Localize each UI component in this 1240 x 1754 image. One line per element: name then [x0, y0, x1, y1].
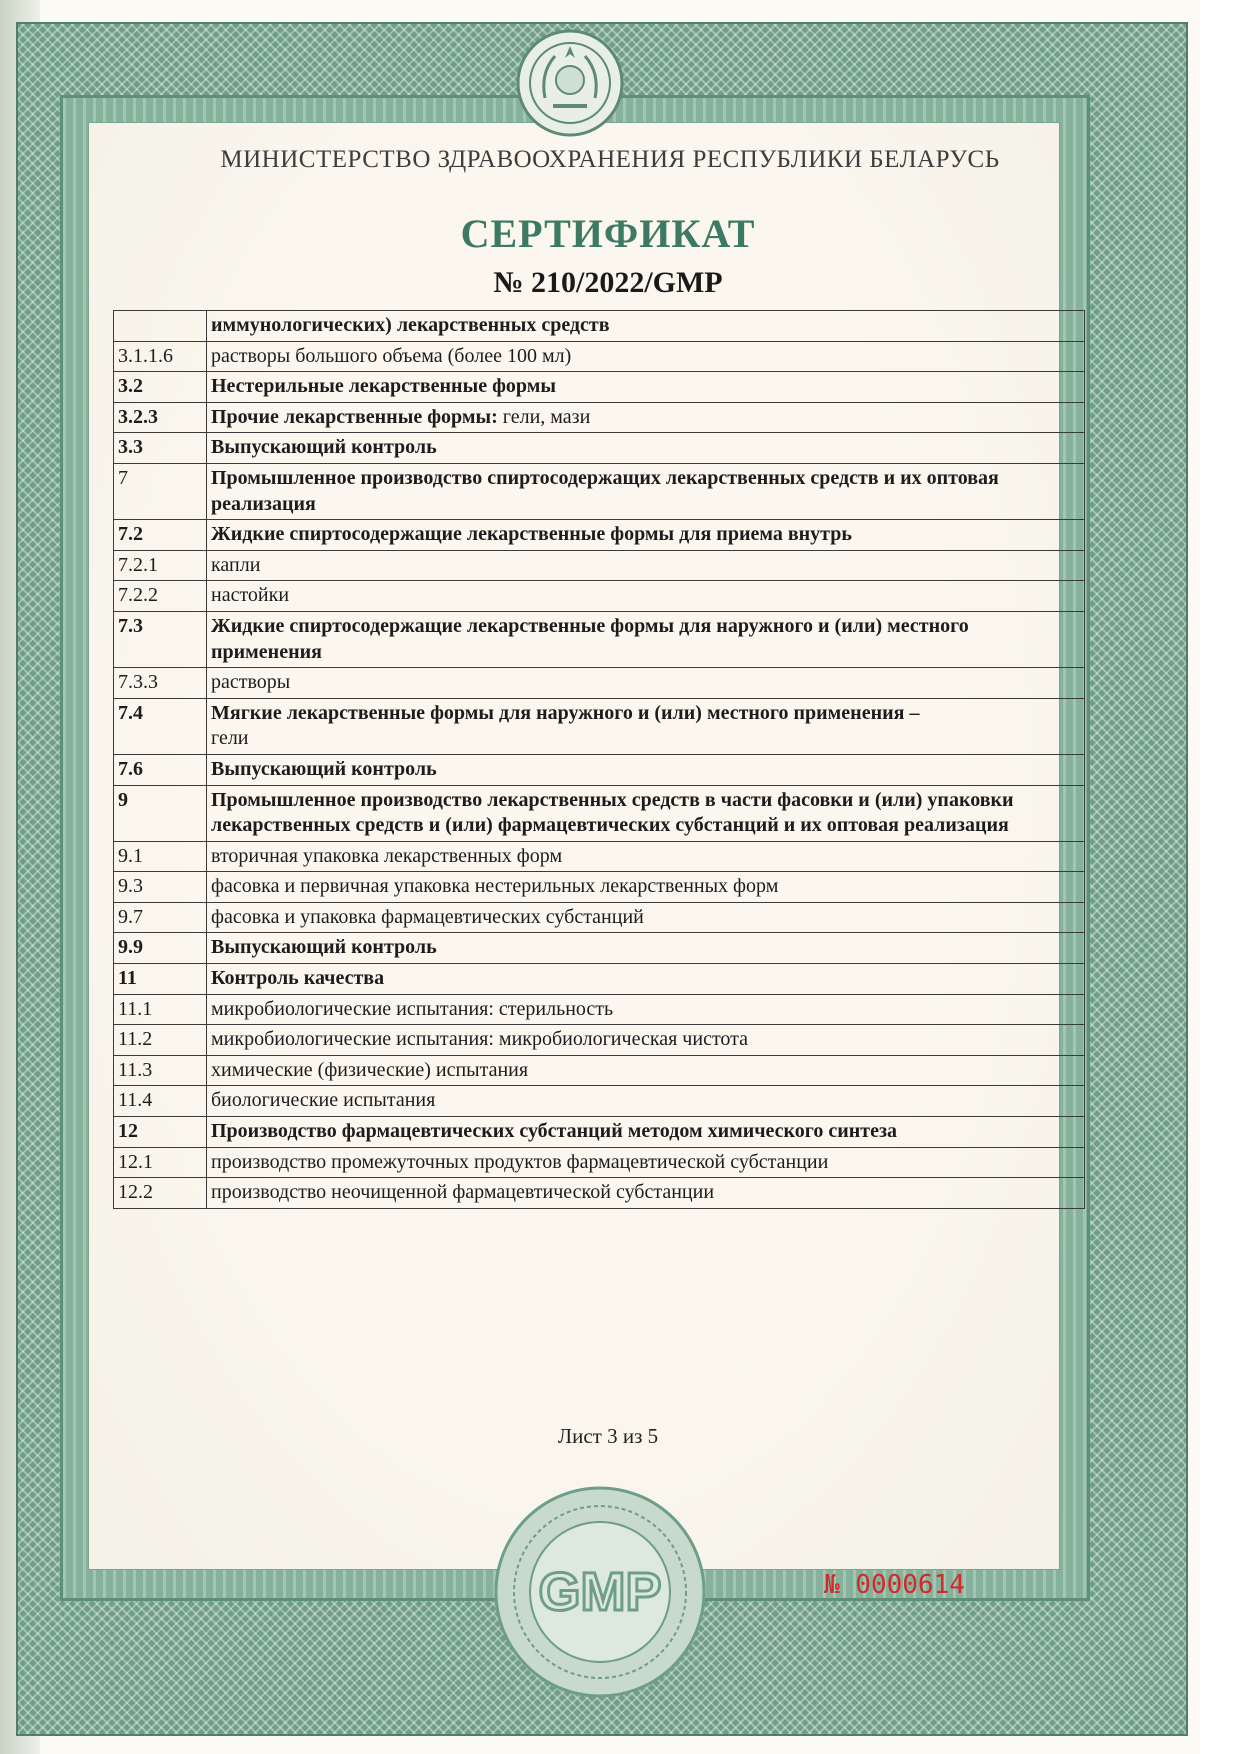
gmp-seal-icon	[490, 1482, 710, 1702]
row-text-main: производство промежуточных продуктов фармацевтической субстанции	[211, 1150, 829, 1173]
row-code: 11.1	[114, 994, 207, 1025]
table-row	[114, 1086, 1085, 1117]
row-code: 11	[114, 964, 207, 995]
row-text	[207, 520, 1085, 551]
scan-margin	[1200, 0, 1240, 1754]
row-text-main: Мягкие лекарственные формы для наружного и (или) местного применения –	[211, 701, 920, 724]
row-code: 7.2	[114, 520, 207, 551]
row-text	[207, 933, 1085, 964]
row-code: 7.6	[114, 754, 207, 785]
certificate-title: СЕРТИФИКАТ	[460, 211, 756, 256]
row-code: 12.1	[114, 1147, 207, 1178]
row-text	[207, 611, 1085, 667]
row-text-detail: гели, мази	[497, 405, 591, 428]
row-code: 7.4	[114, 698, 207, 754]
scope-table	[113, 310, 1085, 1209]
certificate-number: № 210/2022/GMP	[493, 266, 723, 299]
row-text-main: Контроль качества	[211, 967, 385, 990]
table-row	[114, 581, 1085, 612]
table-row	[114, 550, 1085, 581]
row-text	[207, 1117, 1085, 1148]
table-row	[114, 433, 1085, 464]
row-text-main: Промышленное производство спиртосодержащих лекарственных средств и их оптовая реализация	[211, 466, 999, 515]
row-text	[207, 1147, 1085, 1178]
row-text	[207, 1178, 1085, 1209]
table-row	[114, 1147, 1085, 1178]
row-text	[207, 902, 1085, 933]
row-code: 11.3	[114, 1055, 207, 1086]
row-text	[207, 463, 1085, 519]
row-text-main: Выпускающий контроль	[211, 436, 437, 459]
row-code: 9.3	[114, 872, 207, 903]
row-text-main: иммунологических) лекарственных средств	[211, 314, 610, 336]
row-text-main: микробиологические испытания: стерильность	[211, 997, 614, 1020]
row-text	[207, 341, 1085, 372]
table-row	[114, 311, 1085, 342]
table-row	[114, 994, 1085, 1025]
row-code: 3.3	[114, 433, 207, 464]
table-row	[114, 520, 1085, 551]
row-text-main: производство неочищенной фармацевтической субстанции	[211, 1181, 715, 1204]
row-text	[207, 964, 1085, 995]
row-text-main: Выпускающий контроль	[211, 757, 437, 780]
row-text	[207, 668, 1085, 699]
row-text	[207, 433, 1085, 464]
row-code	[114, 311, 207, 342]
row-code: 9	[114, 785, 207, 841]
row-text-main: Выпускающий контроль	[211, 936, 437, 959]
row-text-main: Жидкие спиртосодержащие лекарственные формы для наружного и (или) местного применения	[211, 614, 969, 663]
row-code: 7.2.2	[114, 581, 207, 612]
table-row	[114, 841, 1085, 872]
row-text-main: фасовка и первичная упаковка нестерильных лекарственных форм	[211, 875, 779, 898]
gmp-seal-text: GMP	[538, 1562, 662, 1622]
row-code: 7.3	[114, 611, 207, 667]
row-code: 3.2.3	[114, 402, 207, 433]
row-text-main: химические (физические) испытания	[211, 1058, 529, 1081]
row-text-main: капли	[211, 553, 261, 576]
table-row	[114, 754, 1085, 785]
serial-number: № 0000614	[824, 1570, 965, 1600]
row-code: 9.9	[114, 933, 207, 964]
row-text-main: Жидкие спиртосодержащие лекарственные формы для приема внутрь	[211, 523, 852, 546]
table-row	[114, 1025, 1085, 1056]
table-row	[114, 933, 1085, 964]
row-text-main: биологические испытания	[211, 1089, 436, 1112]
row-text	[207, 872, 1085, 903]
row-text	[207, 402, 1085, 433]
table-row	[114, 341, 1085, 372]
table-row	[114, 698, 1085, 754]
row-code: 7	[114, 463, 207, 519]
row-text	[207, 1055, 1085, 1086]
row-text-main: микробиологические испытания: микробиологическая чистота	[211, 1028, 749, 1051]
row-text-main: Промышленное производство лекарственных средств в части фасовки и (или) упаковки лекарственных средств и (или) фармацевтических субстанций и их оптовая реализация	[211, 788, 1014, 837]
row-text-main: Производство фармацевтических субстанций методом химического синтеза	[211, 1120, 898, 1143]
table-row	[114, 611, 1085, 667]
row-text	[207, 754, 1085, 785]
row-text-main: Прочие лекарственные формы:	[211, 405, 498, 428]
row-text-main: растворы большого объема (более 100 мл)	[211, 344, 572, 367]
table-row	[114, 785, 1085, 841]
row-code: 9.7	[114, 902, 207, 933]
table-row	[114, 372, 1085, 403]
row-text	[207, 841, 1085, 872]
state-emblem-icon	[515, 28, 625, 138]
row-text-main: фасовка и упаковка фармацевтических субстанций	[211, 905, 644, 928]
row-code: 7.3.3	[114, 668, 207, 699]
row-code: 12.2	[114, 1178, 207, 1209]
table-row	[114, 1117, 1085, 1148]
row-code: 7.2.1	[114, 550, 207, 581]
table-row	[114, 668, 1085, 699]
row-text-main: вторичная упаковка лекарственных форм	[211, 844, 563, 867]
table-row	[114, 402, 1085, 433]
table-row	[114, 463, 1085, 519]
row-text	[207, 372, 1085, 403]
row-text	[207, 785, 1085, 841]
row-code: 3.1.1.6	[114, 341, 207, 372]
row-text-main: настойки	[211, 584, 290, 607]
row-text	[207, 994, 1085, 1025]
row-text	[207, 550, 1085, 581]
row-code: 11.4	[114, 1086, 207, 1117]
row-code: 11.2	[114, 1025, 207, 1056]
row-text-detail: гели	[211, 727, 249, 750]
table-row	[114, 1178, 1085, 1209]
row-text	[207, 311, 1085, 342]
row-text-main: Нестерильные лекарственные формы	[211, 375, 556, 398]
table-row	[114, 964, 1085, 995]
table-row	[114, 1055, 1085, 1086]
row-text	[207, 581, 1085, 612]
ministry-heading: МИНИСТЕРСТВО ЗДРАВООХРАНЕНИЯ РЕСПУБЛИКИ БЕЛАРУСЬ	[220, 146, 1000, 173]
table-row	[114, 902, 1085, 933]
row-code: 12	[114, 1117, 207, 1148]
row-text-main: растворы	[211, 671, 291, 694]
row-text	[207, 1086, 1085, 1117]
row-text	[207, 1025, 1085, 1056]
sheet-counter: Лист 3 из 5	[557, 1424, 659, 1448]
row-code: 3.2	[114, 372, 207, 403]
table-row	[114, 872, 1085, 903]
row-text	[207, 698, 1085, 754]
row-code: 9.1	[114, 841, 207, 872]
